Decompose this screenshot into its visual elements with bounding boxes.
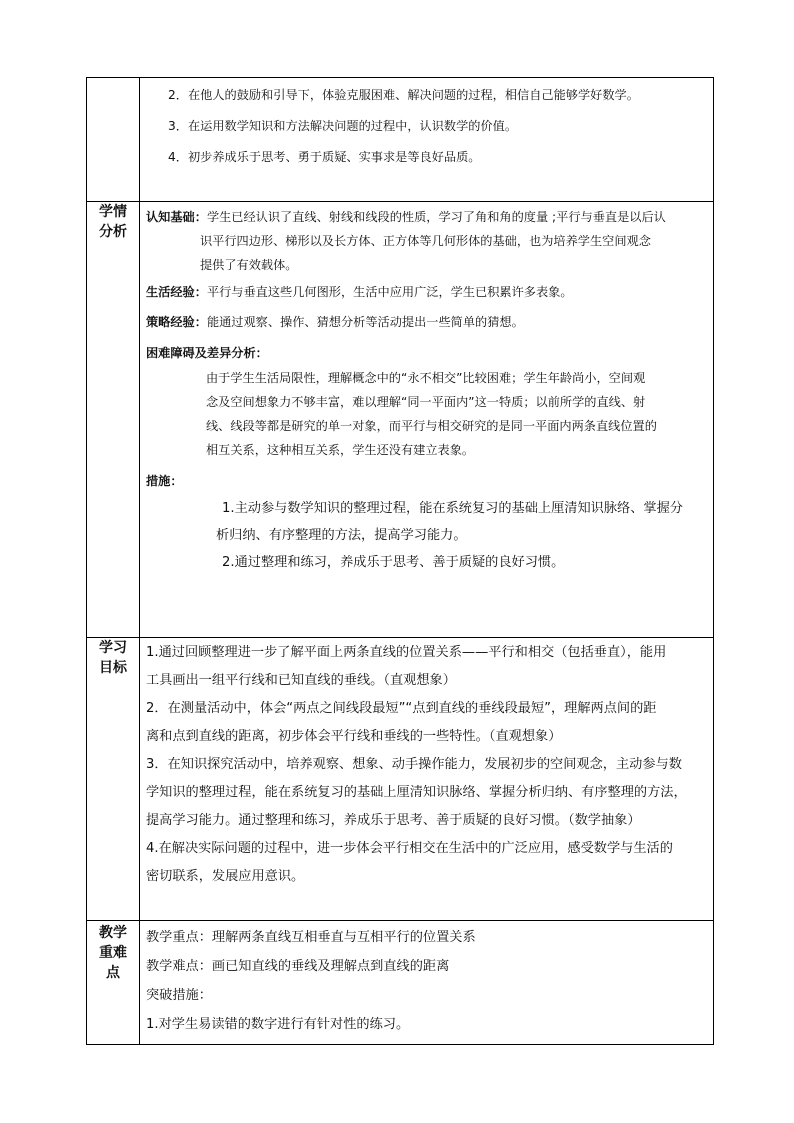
life-text: 平行与垂直这些几何图形，生活中应用广泛，学生已积累许多表象。 <box>206 285 573 299</box>
strategy-experience <box>146 314 707 330</box>
label-line: 重难 <box>99 945 127 961</box>
row-emotional-goals <box>87 78 714 202</box>
row-label-empty <box>87 78 140 202</box>
objective-line: 2．在测量活动中，体会“两点之间线段最短”“点到直线的垂线段最短”，理解两点间的距 <box>146 701 657 716</box>
difficulty-line: 念及空间想象力不够丰富，难以理解“同一平面内”这一特质；以前所学的直线、射 <box>206 395 646 409</box>
objective-line: 提高学习能力。通过整理和练习，养成乐于思考、善于质疑的良好习惯。（数学抽象） <box>146 813 641 828</box>
key-point-line: 教学重点：理解两条直线互相垂直与互相平行的位置关系 <box>146 930 476 945</box>
label-line: 学习 <box>99 640 127 656</box>
label-line: 目标 <box>99 660 127 676</box>
cognitive-line-3: 提供了有效载体。 <box>200 258 298 272</box>
cognitive-basis <box>146 209 707 225</box>
row-key-points <box>87 921 714 1045</box>
row-learning-analysis <box>87 202 714 638</box>
life-title: 生活经验： <box>146 285 207 299</box>
learning-analysis-cell <box>140 202 714 638</box>
goal-item-2: 2．在他人的鼓励和引导下，体验克服困难、解决问题的过程，相信自己能够学好数学。 <box>168 88 639 102</box>
difficulty-line: 线、线段等都是研究的单一对象，而平行与相交研究的是同一平面内两条直线位置的 <box>206 419 657 433</box>
measure-line: 析归纳、有序整理的方法，提高学习能力。 <box>216 528 467 543</box>
cognitive-title: 认知基础： <box>146 210 207 224</box>
row-learning-objectives <box>87 638 714 921</box>
emotional-goals-cell <box>140 78 714 202</box>
breakthrough-title: 突破措施： <box>146 988 212 1003</box>
learning-objectives-cell <box>140 638 714 921</box>
difficulty-title: 困难障碍及差异分析： <box>146 346 268 360</box>
lesson-plan-table <box>86 77 714 1045</box>
objective-line: 3．在知识探究活动中，培养观察、想象、动手操作能力，发展初步的空间观念，主动参与数 <box>146 757 682 772</box>
strategy-text: 能通过观察、操作、猜想分析等活动提出一些简单的猜想。 <box>206 315 524 329</box>
row-label-objectives <box>87 638 140 921</box>
label-line: 点 <box>106 965 120 981</box>
label-line: 学情 <box>99 204 127 220</box>
difficult-point-line: 教学难点：画已知直线的垂线及理解点到直线的距离 <box>146 959 450 974</box>
measures-title: 措施： <box>146 474 183 488</box>
goal-item-3: 3．在运用数学知识和方法解决问题的过程中，认识数学的价值。 <box>168 119 518 133</box>
objective-line: 离和点到直线的距离，初步体会平行线和垂线的一些特性。（直观想象） <box>146 729 562 744</box>
key-points-cell <box>140 921 714 1045</box>
objective-line: 4.在解决实际问题的过程中，进一步体会平行相交在生活中的广泛应用，感受数学与生活的 <box>146 841 673 856</box>
goal-item-4: 4．初步养成乐于思考、勇于质疑、实事求是等良好品质。 <box>168 150 481 164</box>
measures-body <box>146 500 707 571</box>
difficulty-line: 相互关系，这种相互关系，学生还没有建立表象。 <box>206 443 475 457</box>
difficulty-line: 由于学生生活局限性，理解概念中的“永不相交”比较困难；学生年龄尚小，空间观 <box>206 371 646 385</box>
label-line: 分析 <box>99 224 127 240</box>
cognitive-line-2: 识平行四边形、梯形以及长方体、正方体等几何形体的基础，也为培养学生空间观念 <box>200 234 651 248</box>
objective-line: 密切联系，发展应用意识。 <box>146 869 305 884</box>
breakthrough-line: 1.对学生易读错的数字进行有针对性的练习。 <box>146 1017 410 1032</box>
strategy-title: 策略经验： <box>146 315 207 329</box>
cognitive-line-1: 学生已经认识了直线、射线和线段的性质，学习了角和角的度量 ;平行与垂直是以后认 <box>206 210 666 224</box>
objective-line: 学知识的整理过程，能在系统复习的基础上厘清知识脉络、掌握分析归纳、有序整理的方法， <box>146 785 687 800</box>
row-label-analysis <box>87 202 140 638</box>
label-line: 教学 <box>99 925 127 941</box>
life-experience <box>146 284 707 300</box>
measure-line: 2.通过整理和练习，养成乐于思考、善于质疑的良好习惯。 <box>222 555 565 570</box>
measure-line: 1.主动参与数学知识的整理过程，能在系统复习的基础上厘清知识脉络、掌握分 <box>222 501 683 516</box>
objective-line: 工具画出一组平行线和已知直线的垂线。（直观想象） <box>146 673 456 688</box>
row-label-key-points <box>87 921 140 1045</box>
objective-line: 1.通过回顾整理进一步了解平面上两条直线的位置关系——平行和相交（包括垂直），能用 <box>146 645 667 660</box>
difficulty-body <box>146 370 707 458</box>
